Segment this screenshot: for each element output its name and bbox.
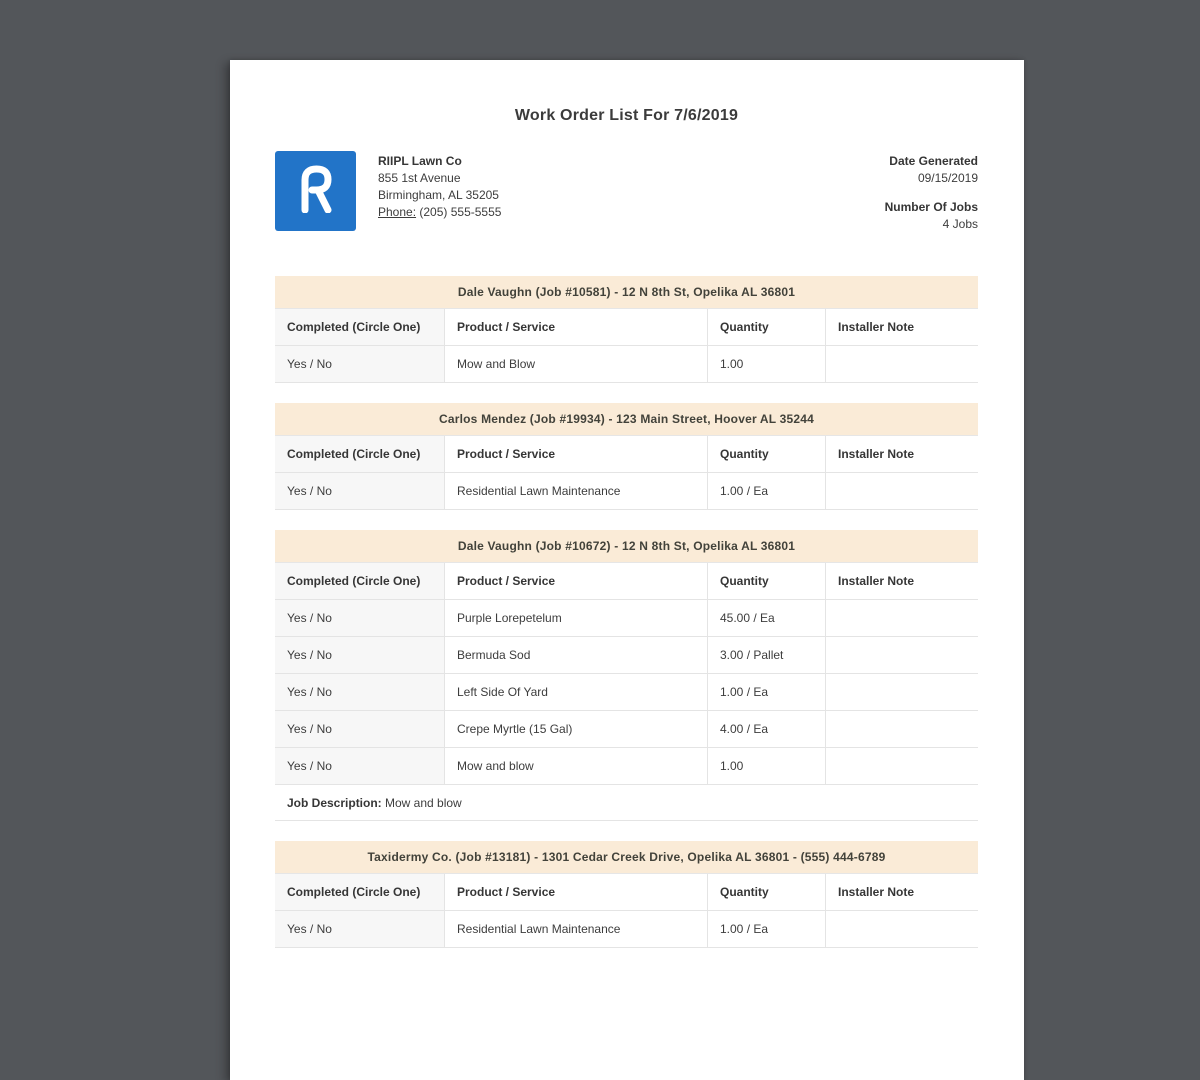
job-description-value: Mow and blow: [385, 795, 462, 810]
job-description-label: Job Description:: [287, 795, 386, 810]
table-row: [275, 748, 978, 785]
table-header-row: [275, 562, 978, 600]
cell-quantity: 1.00 / Ea: [708, 473, 826, 509]
cell-product-service: Residential Lawn Maintenance: [445, 473, 708, 509]
cell-installer-note: [826, 711, 978, 747]
table-row: [275, 473, 978, 510]
cell-product-service: Residential Lawn Maintenance: [445, 911, 708, 947]
date-generated-label: Date Generated: [889, 154, 978, 168]
cell-product-service: Purple Lorepetelum: [445, 600, 708, 636]
company-logo: [275, 151, 356, 231]
col-header-completed: Completed (Circle One): [275, 874, 445, 910]
cell-quantity: 3.00 / Pallet: [708, 637, 826, 673]
phone-value: (205) 555-5555: [419, 205, 502, 219]
col-header-quantity: Quantity: [708, 874, 826, 910]
table-row: [275, 600, 978, 637]
job-section: [275, 276, 978, 383]
cell-completed: Yes / No: [275, 748, 445, 784]
cell-quantity: 1.00: [708, 748, 826, 784]
company-info: [378, 151, 501, 221]
table-row: [275, 637, 978, 674]
document-header: [275, 151, 978, 233]
cell-installer-note: [826, 473, 978, 509]
job-section: [275, 841, 978, 948]
cell-completed: Yes / No: [275, 473, 445, 509]
cell-quantity: 1.00: [708, 346, 826, 382]
job-title-band: [275, 841, 978, 873]
company-address-line2: Birmingham, AL 35205: [378, 188, 499, 202]
cell-installer-note: [826, 346, 978, 382]
company-phone: [378, 204, 501, 221]
cell-product-service: Mow and Blow: [445, 346, 708, 382]
cell-product-service: Left Side Of Yard: [445, 674, 708, 710]
job-description-row: [275, 785, 978, 821]
col-header-product-service: Product / Service: [445, 436, 708, 472]
col-header-installer-note: Installer Note: [838, 319, 915, 334]
cell-product-service: Crepe Myrtle (15 Gal): [445, 711, 708, 747]
job-section: [275, 403, 978, 510]
cell-quantity: 1.00 / Ea: [708, 674, 826, 710]
company-name: RIIPL Lawn Co: [378, 154, 462, 168]
col-header-product-service: Product / Service: [445, 874, 708, 910]
number-of-jobs-label: Number Of Jobs: [884, 200, 978, 214]
table-header-row: [275, 435, 978, 473]
cell-product-service: Mow and blow: [445, 748, 708, 784]
cell-completed: Yes / No: [275, 711, 445, 747]
job-title: Carlos Mendez (Job #19934) - 123 Main Street, Hoover AL 35244: [438, 412, 814, 426]
col-header-product-service: Product / Service: [445, 563, 708, 599]
col-header-completed: Completed (Circle One): [275, 563, 445, 599]
cell-installer-note: [826, 911, 978, 947]
cell-quantity: 1.00 / Ea: [708, 911, 826, 947]
table-header-row: [275, 308, 978, 346]
cell-completed: Yes / No: [275, 600, 445, 636]
cell-product-service: Bermuda Sod: [445, 637, 708, 673]
cell-installer-note: [826, 748, 978, 784]
col-header-quantity: Quantity: [708, 309, 826, 345]
col-header-installer-note: Installer Note: [838, 884, 915, 899]
table-header-row: [275, 873, 978, 911]
col-header-installer-note: Installer Note: [838, 446, 915, 461]
table-row: [275, 674, 978, 711]
cell-completed: Yes / No: [275, 637, 445, 673]
company-address-line1: 855 1st Avenue: [378, 171, 461, 185]
logo-r-icon: [299, 165, 333, 218]
cell-completed: Yes / No: [275, 674, 445, 710]
table-row: [275, 911, 978, 948]
job-title: Taxidermy Co. (Job #13181) - 1301 Cedar Creek Drive, Opelika AL 36801 - (555) 444-6789: [367, 850, 886, 864]
document-page: [230, 60, 1024, 1080]
col-header-product-service: Product / Service: [445, 309, 708, 345]
table-row: [275, 346, 978, 383]
cell-installer-note: [826, 600, 978, 636]
table-row: [275, 711, 978, 748]
job-title-band: [275, 276, 978, 308]
job-title: Dale Vaughn (Job #10672) - 12 N 8th St, Opelika AL 36801: [457, 539, 796, 553]
document-meta: [885, 151, 978, 233]
cell-quantity: 4.00 / Ea: [708, 711, 826, 747]
phone-label: Phone:: [378, 205, 417, 219]
date-generated-value: 09/15/2019: [917, 171, 978, 185]
col-header-completed: Completed (Circle One): [275, 309, 445, 345]
job-title-band: [275, 530, 978, 562]
job-title: Dale Vaughn (Job #10581) - 12 N 8th St, Opelika AL 36801: [457, 285, 796, 299]
col-header-completed: Completed (Circle One): [275, 436, 445, 472]
cell-quantity: 45.00 / Ea: [708, 600, 826, 636]
col-header-quantity: Quantity: [708, 563, 826, 599]
page-title: Work Order List For 7/6/2019: [514, 107, 739, 124]
job-title-band: [275, 403, 978, 435]
cell-completed: Yes / No: [275, 346, 445, 382]
cell-installer-note: [826, 637, 978, 673]
job-section: [275, 530, 978, 821]
col-header-quantity: Quantity: [708, 436, 826, 472]
job-list: [275, 276, 978, 948]
number-of-jobs-value: 4 Jobs: [942, 217, 978, 231]
cell-completed: Yes / No: [275, 911, 445, 947]
col-header-installer-note: Installer Note: [838, 573, 915, 588]
cell-installer-note: [826, 674, 978, 710]
